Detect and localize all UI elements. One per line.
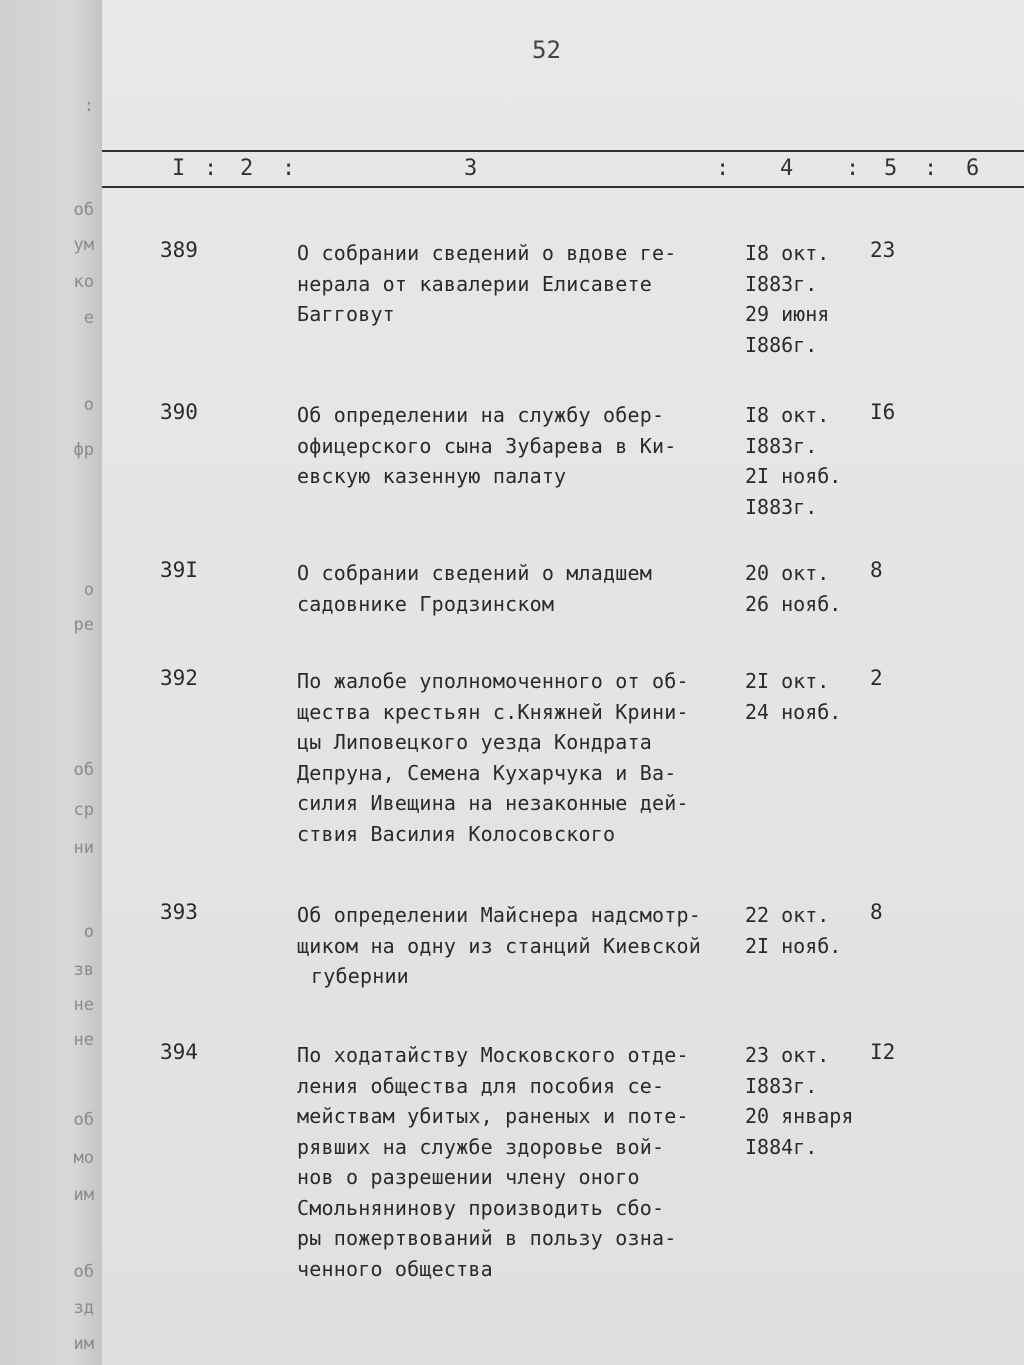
entry-dates: [745, 558, 841, 619]
left-fragment: ум: [73, 235, 94, 255]
entry-title-line: По ходатайству Московского отде-: [297, 1043, 689, 1067]
entry-title-line: Об определении на службу обер-: [297, 403, 665, 427]
entry-date-line: I883г.: [745, 271, 818, 296]
entry-date-line: 2I окт.: [745, 669, 830, 693]
entry-number: 392: [160, 666, 198, 690]
entry-sheet-count: 2: [870, 666, 883, 690]
entry-title-line: нерала от кавалерии Елисавете: [297, 271, 652, 296]
left-fragment: зд: [73, 1298, 94, 1318]
entry-title-line: садовнике Гродзинском: [297, 591, 555, 616]
entry-title-line: мействам убитых, раненых и поте-: [297, 1104, 689, 1128]
entry-sheet-count: I2: [870, 1040, 896, 1064]
entry-title-line: Смольнянинову производить сбо-: [297, 1195, 665, 1220]
entry-dates: [745, 238, 829, 360]
entry-number: 390: [160, 400, 198, 424]
entry-title-line: ствия Василия Колосовского: [297, 821, 616, 846]
left-fragment: ре: [73, 615, 94, 635]
entry-date-line: I883г.: [745, 433, 818, 458]
left-fragment: об: [73, 760, 94, 780]
entry-date-line: 20 января: [745, 1104, 854, 1128]
left-fragment: им: [73, 1185, 94, 1205]
entry-date-line: I886г.: [745, 332, 818, 357]
entry-title-line: ры пожертвований в пользу озна-: [297, 1226, 677, 1250]
entry-date-line: 29 июня: [745, 302, 830, 326]
entry-title: [297, 666, 757, 849]
entry-date-line: I883г.: [745, 494, 818, 519]
left-fragment: о: [83, 580, 94, 600]
column-header: 2: [240, 156, 254, 181]
entry-date-line: 20 окт.: [745, 561, 830, 585]
entry-dates: [745, 1040, 853, 1162]
column-separator: :: [204, 156, 218, 181]
column-separator: :: [846, 156, 860, 181]
entry-sheet-count: 8: [870, 900, 883, 924]
column-header: 6: [966, 156, 980, 181]
left-fragment: не: [73, 1030, 94, 1050]
entry-title: [297, 558, 757, 619]
entry-title-line: силия Ивещина на незаконные дей-: [297, 791, 689, 815]
page-number: 52: [532, 36, 561, 64]
header-top-rule: [102, 150, 1024, 152]
left-fragment: ср: [73, 800, 94, 820]
left-fragment: :: [83, 96, 94, 116]
entry-number: 393: [160, 900, 198, 924]
entry-title-line: губернии: [311, 964, 409, 988]
entry-title: [297, 400, 757, 492]
entry-number: 39I: [160, 558, 198, 582]
entry-title-line: Депруна, Семена Кухарчука и Ва-: [297, 760, 677, 785]
entry-sheet-count: 23: [870, 238, 896, 262]
left-fragment: о: [83, 922, 94, 942]
entry-title-line: О собрании сведений о младшем: [297, 561, 652, 585]
entry-dates: [745, 666, 841, 727]
entry-date-line: I8 окт.: [745, 241, 830, 265]
entry-title-line: ления общества для пособия се-: [297, 1073, 665, 1098]
entry-date-line: 22 окт.: [745, 903, 830, 927]
entry-title-line: ченного общества: [297, 1256, 493, 1281]
entry-title-line: щиком на одну из станций Киевской: [297, 933, 701, 958]
entry-title-line: По жалобе уполномоченного от об-: [297, 669, 689, 693]
left-fragment: об: [73, 200, 94, 220]
entry-date-line: 2I нояб.: [745, 933, 842, 958]
entry-date-line: I884г.: [745, 1134, 818, 1159]
entry-title-line: цы Липовецкого уезда Кондрата: [297, 730, 652, 754]
entry-title: [297, 1040, 757, 1284]
header-bottom-rule: [102, 186, 1024, 188]
entry-date-line: 26 нояб.: [745, 591, 842, 616]
entry-title-line: Багговут: [297, 302, 395, 326]
entry-number: 394: [160, 1040, 198, 1064]
entry-number: 389: [160, 238, 198, 262]
entry-date-line: I8 окт.: [745, 403, 830, 427]
left-fragment: зв: [73, 960, 94, 980]
entry-date-line: 2I нояб.: [745, 464, 842, 488]
entry-title-line: Об определении Майснера надсмотр-: [297, 903, 701, 927]
entry-dates: [745, 900, 841, 961]
entry-title-line: О собрании сведений о вдове ге-: [297, 241, 677, 265]
column-separator: :: [716, 156, 730, 181]
left-fragment: им: [73, 1334, 94, 1354]
column-header: 4: [780, 156, 794, 181]
entry-title-line: щества крестьян с.Княжней Крини-: [297, 699, 689, 724]
entry-title-line: евскую казенную палату: [297, 464, 567, 488]
column-header: I: [172, 156, 186, 181]
entry-dates: [745, 400, 841, 522]
entry-title: [297, 238, 757, 330]
column-header: 5: [884, 156, 898, 181]
column-header: 3: [464, 156, 478, 181]
entry-date-line: 24 нояб.: [745, 699, 842, 724]
left-fragment: ко: [73, 272, 94, 292]
left-fragment: е: [83, 308, 94, 328]
entry-title-line: нов о разрешении члену оного: [297, 1165, 640, 1189]
entry-date-line: 23 окт.: [745, 1043, 830, 1067]
left-fragment: не: [73, 995, 94, 1015]
left-fragment: о: [83, 395, 94, 415]
entry-title-line: рявших на службе здоровье вой-: [297, 1134, 665, 1159]
entry-title-line: офицерского сына Зубарева в Ки-: [297, 433, 677, 458]
entry-sheet-count: I6: [870, 400, 896, 424]
left-fragment: ни: [73, 838, 94, 858]
entry-sheet-count: 8: [870, 558, 883, 582]
column-separator: :: [282, 156, 296, 181]
left-fragment: мо: [73, 1148, 94, 1168]
left-fragment: об: [73, 1262, 94, 1282]
left-page-edge: [0, 0, 103, 1365]
entry-title: [297, 900, 757, 992]
column-separator: :: [924, 156, 938, 181]
entry-date-line: I883г.: [745, 1073, 818, 1098]
left-fragment: об: [73, 1110, 94, 1130]
left-fragment: фр: [73, 440, 94, 460]
